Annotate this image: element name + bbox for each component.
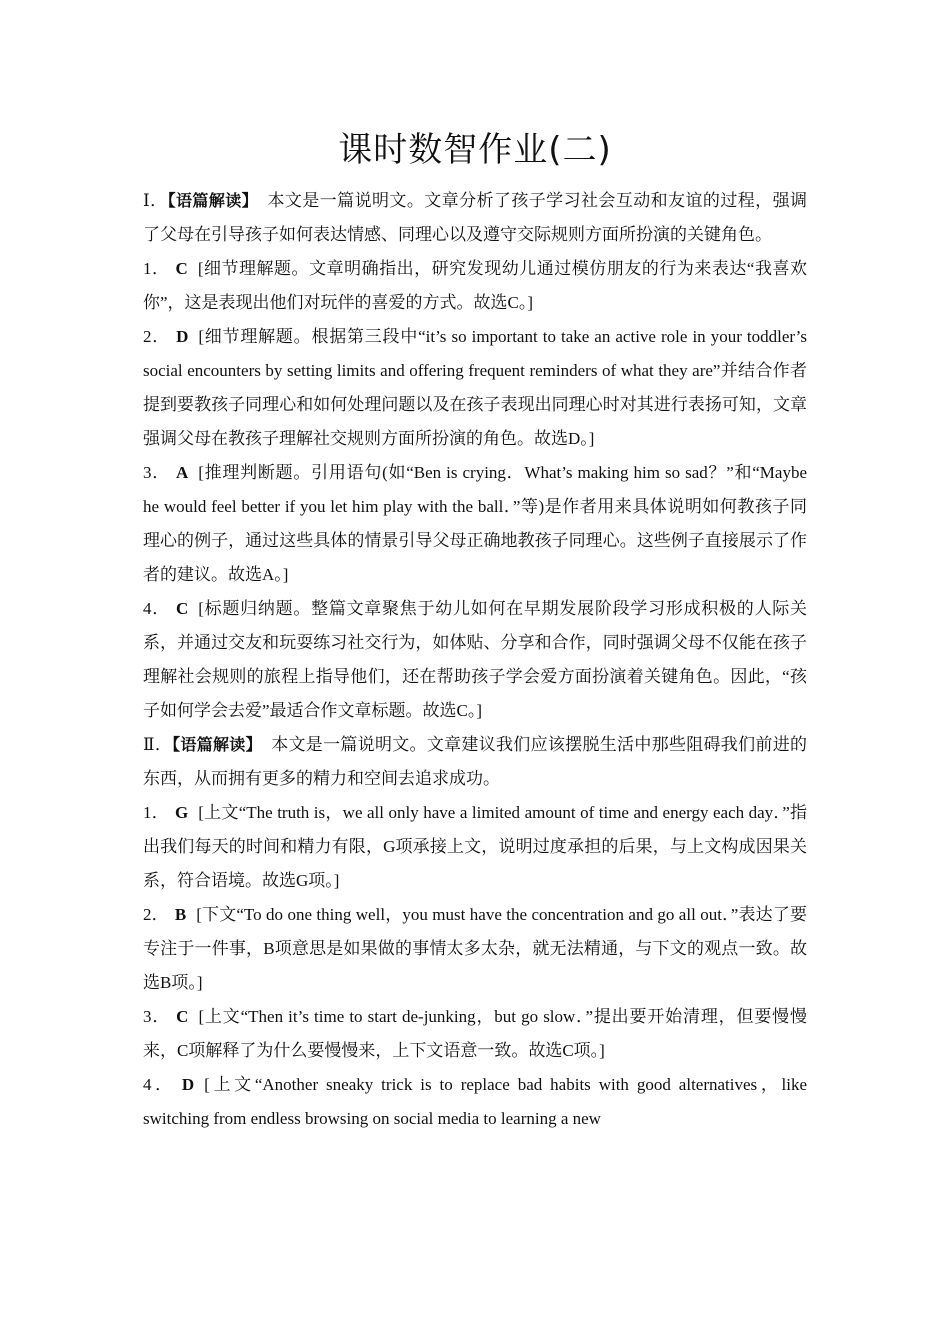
answer-letter: B [174, 905, 187, 924]
explanation-text: [上文“The truth is，we all only have a limited amount of time and energy each day．”指出我们每天的时间和精力有限，G项承接上文，说明过度承担的后果，与上文构成因果关系，符合语境。故选G项。] [143, 803, 807, 890]
section-2-label: Ⅱ． [143, 735, 173, 754]
item-number: 1． [143, 259, 170, 278]
section-2-intro [143, 728, 807, 796]
item-number: 2． [143, 905, 169, 924]
section-1-intro-text: 本文是一篇说明文。文章分析了孩子学习社会互动和友谊的过程，强调了父母在引导孩子如何表达情感、同理心以及遵守交际规则方面所扮演的关键角色。 [143, 191, 808, 244]
explanation-text: [细节理解题。根据第三段中“it’s so important to take an active role in your toddler’s social encounters by setting limits and offering frequent reminders of what they are”并结合作者提到要教孩子同理心和如何处理问题以及在孩子表现出同理心时对其进行表扬可知，文章强调父母在教孩子理解社交规则方面所扮演的角色。故选D。] [143, 327, 808, 448]
page-title: 课时数智作业(二) [338, 130, 612, 170]
document-page [143, 0, 807, 1136]
answer-item [143, 898, 807, 1000]
item-number: 4． [143, 599, 170, 618]
item-number: 3． [143, 1007, 171, 1026]
item-number: 3． [143, 463, 170, 482]
explanation-text: [标题归纳题。整篇文章聚焦于幼儿如何在早期发展阶段学习形成积极的人际关系，并通过交友和玩耍练习社交行为，如体贴、分享和合作，同时强调父母不仅能在孩子理解社会规则的旅程上指导他们，还在帮助孩子学会爱方面扮演着关键角色。因此，“孩子如何学会去爱”最适合作文章标题。故选C。] [143, 599, 807, 720]
answer-letter: G [175, 803, 189, 822]
item-number: 2． [143, 327, 171, 346]
explanation-text: [推理判断题。引用语句(如“Ben is crying．What’s making him so sad？”和“Maybe he would feel better if you let him play with the ball．”等)是作者用来具体说明如何教孩子同理心的例子，通过这些具体的情景引导父母正确地教孩子同理心。这些例子直接展示了作者的建议。故选A。] [143, 463, 807, 584]
answer-letter: D [176, 327, 189, 346]
section-1-label: Ⅰ． [143, 191, 168, 210]
answer-item [143, 796, 807, 898]
answer-letter: C [175, 599, 189, 618]
answer-letter: D [181, 1075, 195, 1094]
answer-item [143, 320, 807, 456]
answer-item [143, 592, 807, 728]
section-2-heading: 【语篇解读】 [172, 735, 254, 754]
answer-letter: C [175, 259, 188, 278]
section-2-intro-text: 本文是一篇说明文。文章建议我们应该摆脱生活中那些阻碍我们前进的东西，从而拥有更多的精力和空间去追求成功。 [143, 735, 807, 788]
answer-item [143, 456, 807, 592]
section-1-intro [143, 184, 807, 252]
explanation-text: [细节理解题。文章明确指出，研究发现幼儿通过模仿朋友的行为来表达“我喜欢你”，这是表现出他们对玩伴的喜爱的方式。故选C。] [143, 259, 807, 312]
section-1-heading: 【语篇解读】 [167, 191, 251, 210]
answer-item [143, 252, 807, 320]
answer-letter: C [176, 1007, 189, 1026]
answer-item [143, 1068, 807, 1136]
item-number: 1． [143, 803, 170, 822]
item-number: 4． [143, 1075, 176, 1094]
explanation-text: [上文“Another sneaky trick is to replace bad habits with good alternatives，like switching from endless browsing on social media to learning a new [143, 1075, 808, 1128]
answer-item [143, 1000, 807, 1068]
explanation-text: [上文“Then it’s time to start de-junking，but go slow．”提出要开始清理，但要慢慢来，C项解释了为什么要慢慢来，上下文语意一致。故选C项。] [143, 1007, 808, 1060]
answer-letter: A [175, 463, 189, 482]
explanation-text: [下文“To do one thing well，you must have the concentration and go all out．”表达了要专注于一件事，B项意思是如果做的事情太多太杂，就无法精通，与下文的观点一致。故选B项。] [143, 905, 808, 992]
